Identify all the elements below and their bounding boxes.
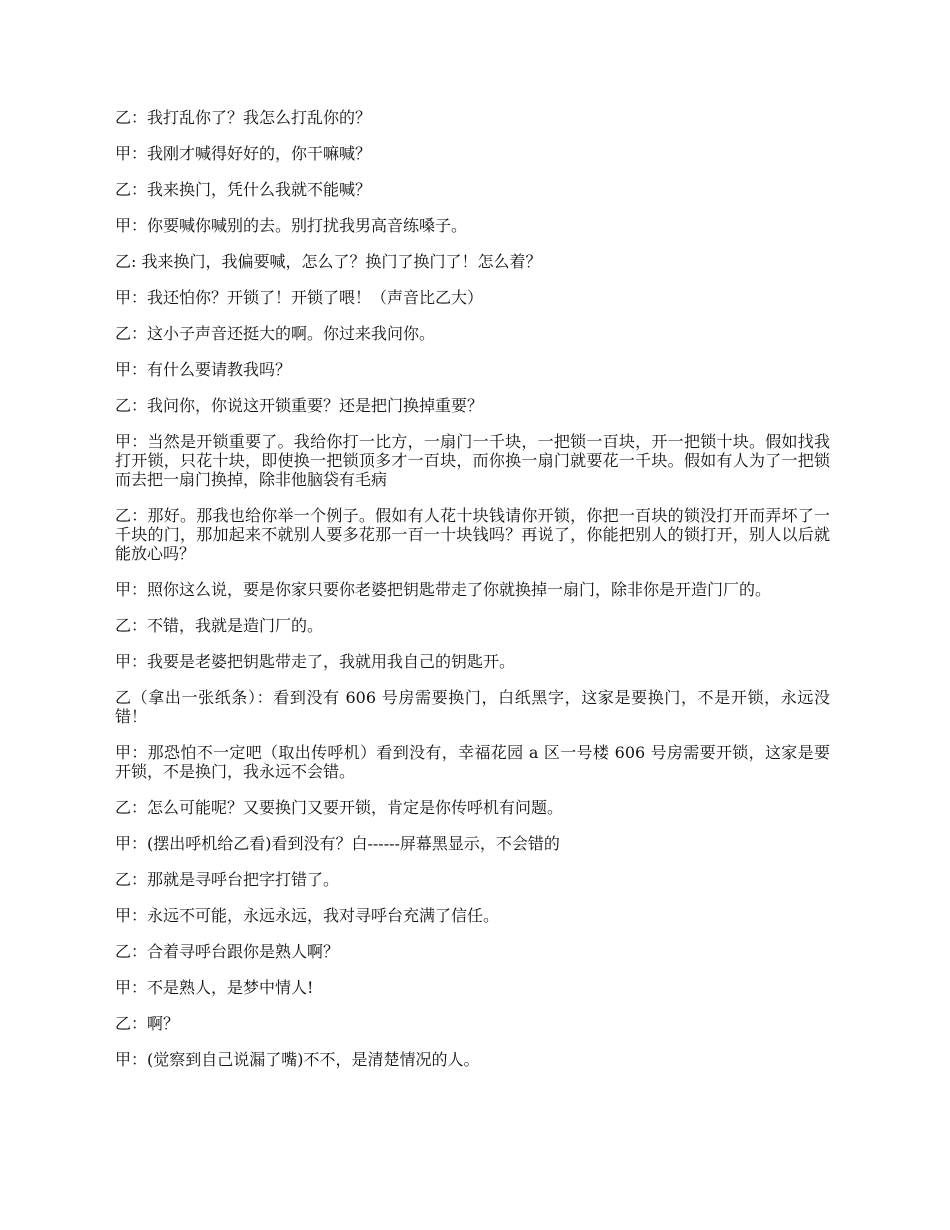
dialogue-line: 甲：(摆出呼机给乙看)看到没有？白------屏幕黑显示，不会错的 xyxy=(115,834,560,853)
document-body xyxy=(115,108,830,1086)
dialogue-line: 甲：你要喊你喊别的去。别打扰我男高音练嗓子。 xyxy=(115,216,468,235)
dialogue-line: 甲：当然是开锁重要了。我给你打一比方，一扇门一千块，一把锁一百块，开一把锁十块。假如找我打开锁，只花十块，即使换一把锁顶多才一百块，而你换一扇门就要花一千块。假如有人为了一把锁而去把一扇门换掉，除非他脑袋有毛病 xyxy=(115,432,830,489)
dialogue-line: 乙：我打乱你了？我怎么打乱你的？ xyxy=(115,108,372,127)
dialogue-line: 甲：(觉察到自己说漏了嘴)不不，是清楚情况的人。 xyxy=(115,1050,480,1069)
dialogue-line: 甲：不是熟人，是梦中情人! xyxy=(115,978,314,997)
dialogue-line: 甲：照你这么说，要是你家只要你老婆把钥匙带走了你就换掉一扇门，除非你是开造门厂的。 xyxy=(115,580,772,599)
dialogue-line: 甲：有什么要请教我吗？ xyxy=(115,360,292,379)
dialogue-line: 乙（拿出一张纸条）：看到没有 606 号房需要换门，白纸黑字，这家是要换门，不是开锁，永远没错！ xyxy=(115,688,830,726)
dialogue-line: 甲：永远不可能，永远永远，我对寻呼台充满了信任。 xyxy=(115,906,500,925)
dialogue-line: 乙：怎么可能呢？又要换门又要开锁，肯定是你传呼机有问题。 xyxy=(115,798,564,817)
dialogue-line: 乙：那好。那我也给你举一个例子。假如有人花十块钱请你开锁，你把一百块的锁没打开而弄坏了一千块的门，那加起来不就别人要多花那一百一十块钱吗？再说了，你能把别人的锁打开，别人以后就能放心吗？ xyxy=(115,506,830,563)
dialogue-line: 乙：啊？ xyxy=(115,1014,180,1033)
dialogue-line: 甲：我要是老婆把钥匙带走了，我就用我自己的钥匙开。 xyxy=(115,652,516,671)
dialogue-line: 甲：我还怕你？开锁了！开锁了喂！（声音比乙大） xyxy=(115,288,484,307)
dialogue-line: 甲：那恐怕不一定吧（取出传呼机）看到没有，幸福花园 a 区一号楼 606 号房需要开锁，这家是要开锁，不是换门，我永远不会错。 xyxy=(115,743,830,781)
dialogue-line: 乙：那就是寻呼台把字打错了。 xyxy=(115,870,340,889)
dialogue-line: 乙：我来换门，凭什么我就不能喊？ xyxy=(115,180,372,199)
dialogue-line: 乙: 我来换门，我偏要喊，怎么了？换门了换门了！怎么着？ xyxy=(115,252,542,271)
dialogue-line: 乙：不错，我就是造门厂的。 xyxy=(115,616,324,635)
dialogue-line: 乙：合着寻呼台跟你是熟人啊？ xyxy=(115,942,340,961)
dialogue-line: 乙：这小子声音还挺大的啊。你过来我问你。 xyxy=(115,324,436,343)
dialogue-line: 甲：我刚才喊得好好的，你干嘛喊？ xyxy=(115,144,372,163)
dialogue-line: 乙：我问你，你说这开锁重要？还是把门换掉重要？ xyxy=(115,396,484,415)
